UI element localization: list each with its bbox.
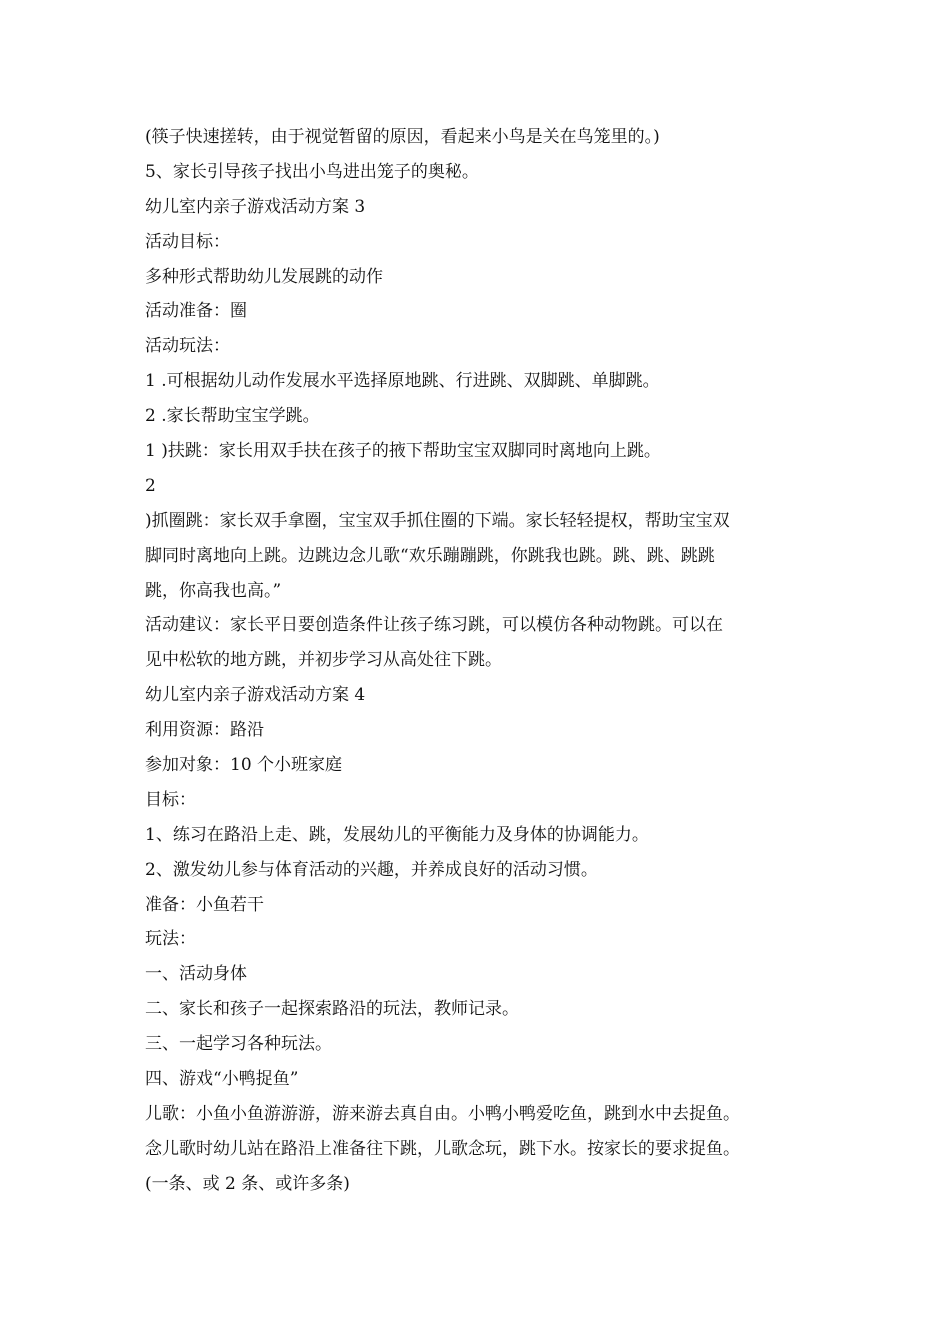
text-line: 活动玩法： <box>145 336 230 357</box>
text-line: 准备：小鱼若干 <box>145 894 264 915</box>
text-line: 儿歌：小鱼小鱼游游游，游来游去真自由。小鸭小鸭爱吃鱼，跳到水中去捉鱼。 <box>145 1103 740 1124</box>
text-line: 二、家长和孩子一起探索路沿的玩法，教师记录。 <box>145 999 519 1020</box>
document-body <box>145 120 825 1202</box>
text-line: 活动建议：家长平日要创造条件让孩子练习跳，可以模仿各种动物跳。可以在 <box>145 615 723 636</box>
text-line: 1、练习在路沿上走、跳，发展幼儿的平衡能力及身体的协调能力。 <box>145 824 649 845</box>
section-heading: 幼儿室内亲子游戏活动方案 3 <box>145 196 366 217</box>
text-line: 三、一起学习各种玩法。 <box>145 1034 332 1055</box>
text-line: 四、游戏“小鸭捉鱼” <box>145 1069 299 1090</box>
text-line: 5、家长引导孩子找出小鸟进出笼子的奥秘。 <box>145 161 479 182</box>
text-line: 见中松软的地方跳，并初步学习从高处往下跳。 <box>145 650 502 671</box>
text-line: 玩法： <box>145 929 196 950</box>
text-line: (一条、或 2 条、或许多条) <box>145 1173 350 1194</box>
text-line: 一、活动身体 <box>145 964 247 985</box>
text-line: 1 .可根据幼儿动作发展水平选择原地跳、行进跳、双脚跳、单脚跳。 <box>145 371 660 392</box>
text-line: )抓圈跳：家长双手拿圈，宝宝双手抓住圈的下端。家长轻轻提权，帮助宝宝双 <box>145 510 730 531</box>
text-line: 跳，你高我也高。” <box>145 580 282 601</box>
text-line: 念儿歌时幼儿站在路沿上准备往下跳，儿歌念玩，跳下水。按家长的要求捉鱼。 <box>145 1138 740 1159</box>
text-line: 利用资源：路沿 <box>145 720 264 741</box>
text-line: 多种形式帮助幼儿发展跳的动作 <box>145 266 383 287</box>
text-line: 活动准备：圈 <box>145 301 247 322</box>
text-line: 2、激发幼儿参与体育活动的兴趣，并养成良好的活动习惯。 <box>145 859 598 880</box>
text-line: 1 )扶跳：家长用双手扶在孩子的掖下帮助宝宝双脚同时离地向上跳。 <box>145 441 661 462</box>
text-line: 目标： <box>145 789 196 810</box>
text-line: 2 .家长帮助宝宝学跳。 <box>145 406 320 427</box>
text-line: 参加对象：10 个小班家庭 <box>145 755 343 776</box>
text-line: 活动目标： <box>145 231 230 252</box>
text-line: 2 <box>145 475 156 496</box>
section-heading: 幼儿室内亲子游戏活动方案 4 <box>145 685 366 706</box>
text-line: 脚同时离地向上跳。边跳边念儿歌“欢乐蹦蹦跳，你跳我也跳。跳、跳、跳跳 <box>145 545 715 566</box>
text-line: (筷子快速搓转，由于视觉暂留的原因，看起来小鸟是关在鸟笼里的。) <box>145 127 660 147</box>
